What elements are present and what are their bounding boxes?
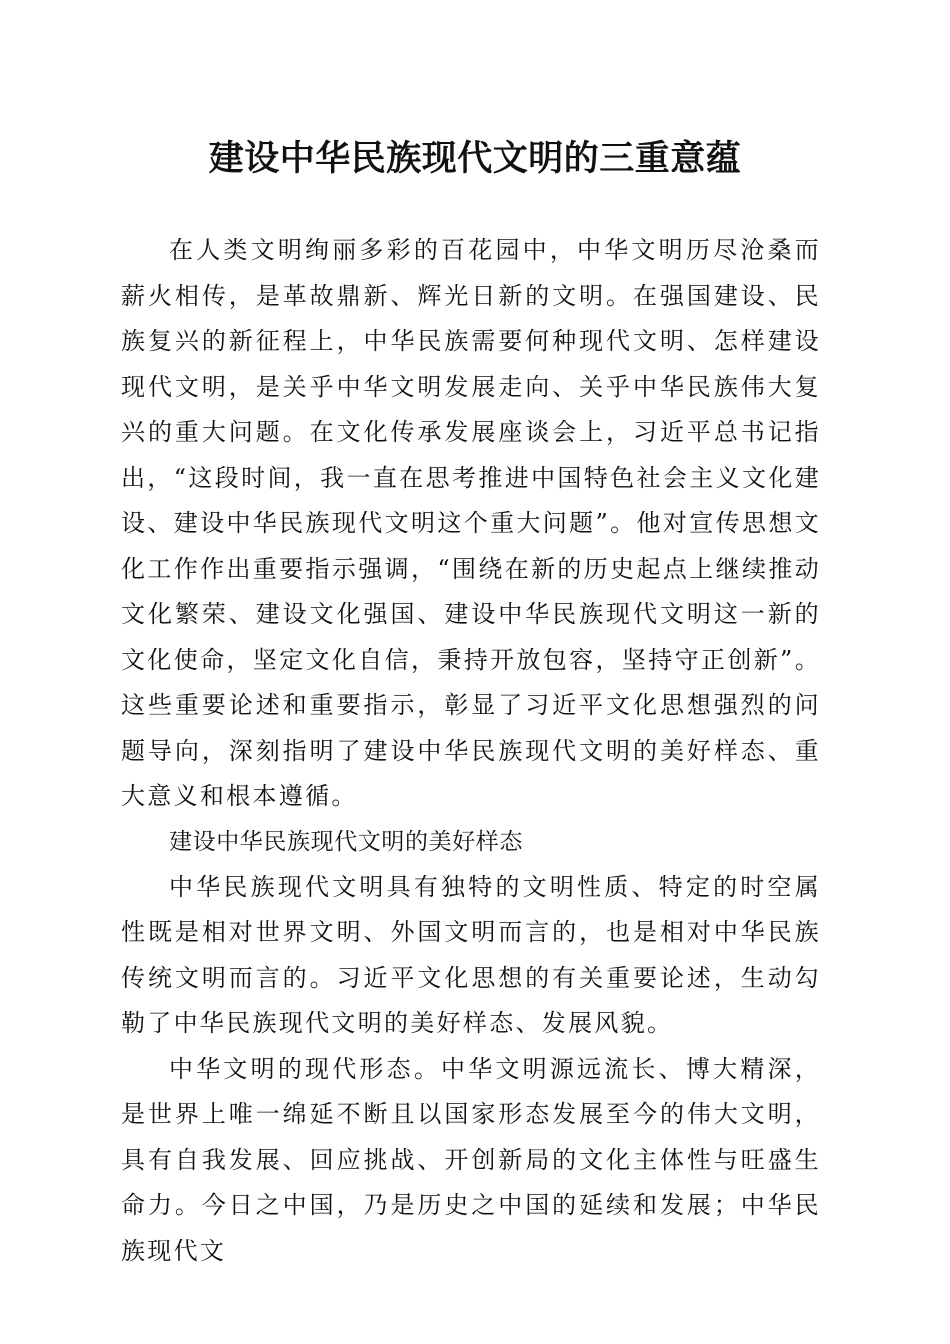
document-title: 建设中华民族现代文明的三重意蕴	[208, 138, 742, 179]
paragraph-intro: 在人类文明绚丽多彩的百花园中，中华文明历尽沧桑而薪火相传，是革故鼎新、辉光日新的文明。在强国建设、民族复兴的新征程上，中华民族需要何种现代文明、怎样建设现代文明，是关乎中华文明发展走向、关乎中华民族伟大复兴的重大问题。在文化传承发展座谈会上，习近平总书记指出，“这段时间，我一直在思考推进中国特色社会主义文化建设、建设中华民族现代文明这个重大问题”。他对宣传思想文化工作作出重要指示强调，“围绕在新的历史起点上继续推动文化繁荣、建设文化强国、建设中华民族现代文明这一新的文化使命，坚定文化自信，秉持开放包容，坚持守正创新”。这些重要论述和重要指示，彰显了习近平文化思想强烈的问题导向，深刻指明了建设中华民族现代文明的美好样态、重大意义和根本遵循。	[121, 236, 821, 810]
section-heading: 建设中华民族现代文明的美好样态	[169, 828, 523, 855]
paragraph-section-intro: 中华民族现代文明具有独特的文明性质、特定的时空属性既是相对世界文明、外国文明而言的，也是相对中华民族传统文明而言的。习近平文化思想的有关重要论述，生动勾勒了中华民族现代文明的美好样态、发展风貌。	[121, 872, 821, 1037]
document-body	[121, 228, 821, 1274]
paragraph-modern-form: 中华文明的现代形态。中华文明源远流长、博大精深，是世界上唯一绵延不断且以国家形态发展至今的伟大文明，具有自我发展、回应挑战、开创新局的文化主体性与旺盛生命力。今日之中国，乃是历史之中国的延续和发展；中华民族现代文	[121, 1054, 821, 1265]
